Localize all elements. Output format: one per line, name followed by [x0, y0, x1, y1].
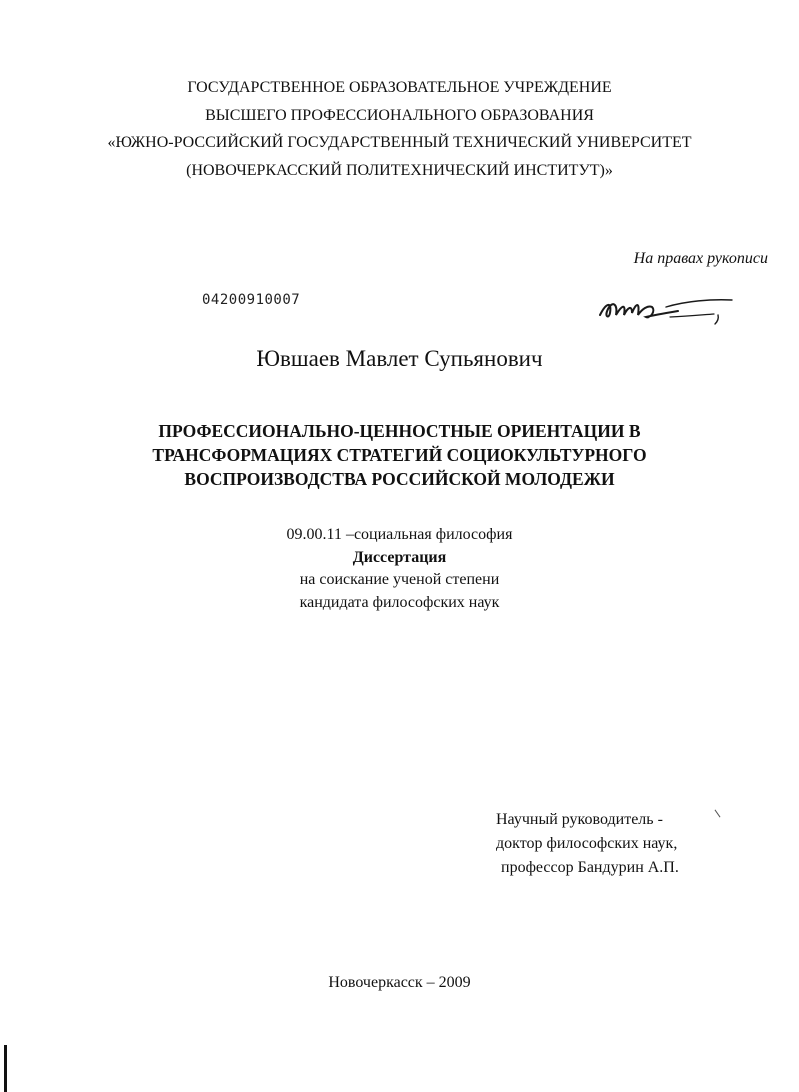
- work-type: Диссертация: [352, 548, 447, 566]
- institution-line-4: (НОВОЧЕРКАССКИЙ ПОЛИТЕХНИЧЕСКИЙ ИНСТИТУТ)»: [186, 161, 613, 179]
- dissertation-title: [0, 419, 799, 491]
- institution-line-1: ГОСУДАРСТВЕННОЕ ОБРАЗОВАТЕЛЬНОЕ УЧРЕЖДЕНИЕ: [187, 79, 612, 96]
- title-line-2: ТРАНСФОРМАЦИЯХ СТРАТЕГИЙ СОЦИОКУЛЬТУРНОГО: [152, 445, 647, 465]
- degree-name: кандидата философских наук: [299, 593, 500, 611]
- supervisor-line-1: Научный руководитель -: [496, 811, 663, 828]
- manuscript-rights-note: На правах рукописи: [633, 250, 768, 267]
- institution-header: [0, 74, 799, 184]
- supervisor-line-2: доктор философских наук,: [496, 835, 678, 852]
- institution-line-2: ВЫСШЕГО ПРОФЕССИОНАЛЬНОГО ОБРАЗОВАНИЯ: [205, 106, 594, 124]
- city-year: Новочеркасск – 2009: [328, 974, 471, 991]
- serial-number: 04200910007: [202, 292, 301, 308]
- title-line-1: ПРОФЕССИОНАЛЬНО-ЦЕННОСТНЫЕ ОРИЕНТАЦИИ В: [158, 421, 641, 441]
- supervisor-line-3: профессор Бандурин А.П.: [501, 859, 679, 876]
- degree-purpose: на соискание ученой степени: [299, 571, 500, 588]
- author-name: Ювшаев Мавлет Супьянович: [256, 346, 543, 371]
- institution-line-3: «ЮЖНО-РОССИЙСКИЙ ГОСУДАРСТВЕННЫЙ ТЕХНИЧЕСКИЙ УНИВЕРСИТЕТ: [107, 134, 692, 151]
- scan-edge-mark: [4, 1045, 7, 1092]
- title-line-3: ВОСПРОИЗВОДСТВА РОССИЙСКОЙ МОЛОДЕЖИ: [184, 469, 615, 489]
- stray-mark: [715, 810, 721, 818]
- specialty-code: 09.00.11 –социальная философия: [286, 526, 513, 543]
- author-signature: [596, 293, 736, 329]
- supervisor-block: [496, 808, 679, 880]
- degree-block: [0, 524, 799, 614]
